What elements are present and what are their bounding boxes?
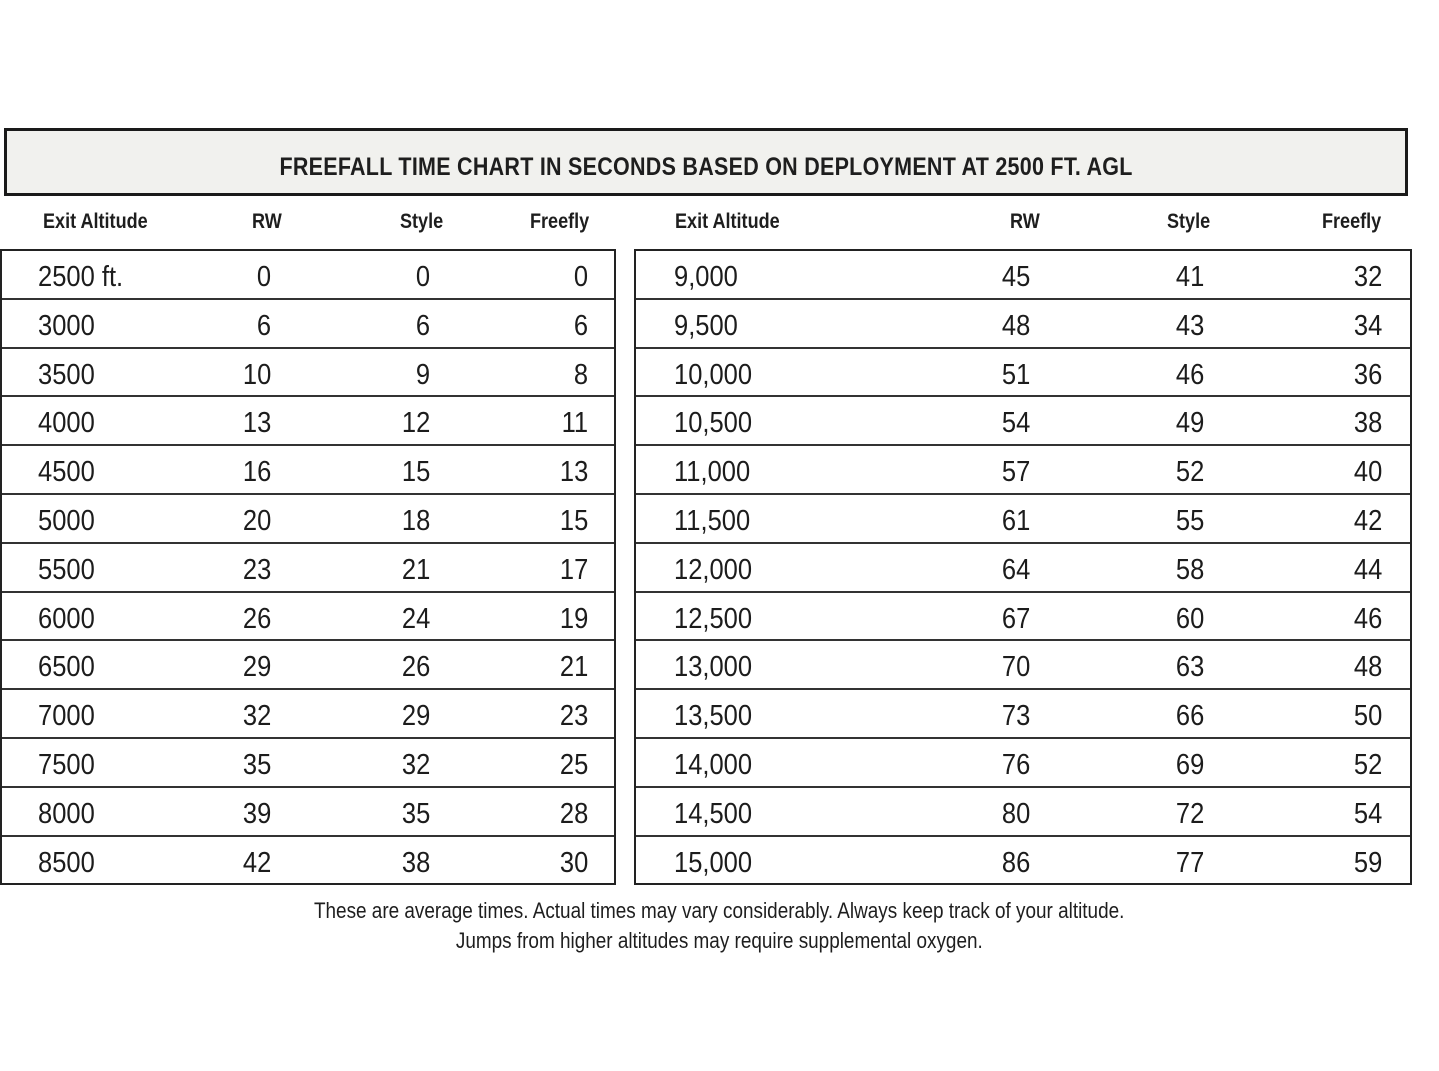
chart-title-box (4, 128, 1408, 196)
cell-freefly: 11 (561, 407, 588, 440)
cell-style: 63 (1175, 651, 1204, 684)
table-row (636, 593, 1410, 642)
cell-altitude: 9,000 (674, 261, 738, 293)
cell-style: 26 (401, 651, 430, 684)
cell-rw: 13 (242, 407, 271, 440)
cell-freefly: 0 (573, 261, 588, 293)
table-row (636, 349, 1410, 398)
cell-style: 21 (401, 553, 430, 586)
table-row (2, 446, 614, 495)
cell-style: 12 (401, 407, 430, 440)
cell-rw: 20 (242, 504, 271, 537)
table-row (2, 593, 614, 642)
cell-rw: 67 (1001, 602, 1030, 635)
left-header-freefly: Freefly (530, 210, 590, 233)
table-row (636, 641, 1410, 690)
cell-rw: 23 (242, 553, 271, 586)
right-header-freefly: Freefly (1322, 210, 1382, 233)
table-row (636, 544, 1410, 593)
table-row (636, 690, 1410, 739)
right-header-rw: RW (1010, 210, 1040, 233)
table-row (2, 739, 614, 788)
cell-rw: 73 (1001, 700, 1030, 733)
cell-freefly: 13 (559, 456, 588, 489)
cell-rw: 61 (1001, 504, 1030, 537)
cell-rw: 45 (1001, 261, 1030, 293)
cell-freefly: 38 (1353, 407, 1382, 440)
table-row (2, 251, 614, 300)
cell-freefly: 19 (559, 602, 588, 635)
cell-freefly: 34 (1353, 309, 1382, 342)
cell-freefly: 46 (1353, 602, 1382, 635)
cell-style: 38 (401, 846, 430, 879)
table-row (2, 788, 614, 837)
table-row (636, 837, 1410, 886)
cell-freefly: 6 (573, 309, 588, 342)
cell-rw: 54 (1001, 407, 1030, 440)
cell-style: 15 (401, 456, 430, 489)
cell-rw: 6 (256, 309, 271, 342)
table-row (636, 300, 1410, 349)
cell-rw: 57 (1001, 456, 1030, 489)
cell-freefly: 17 (559, 553, 588, 586)
cell-freefly: 21 (559, 651, 588, 684)
cell-style: 0 (415, 261, 430, 293)
left-header-style: Style (400, 210, 444, 233)
cell-altitude: 8000 (38, 797, 95, 830)
left-header-rw: RW (252, 210, 282, 233)
footnote-line-1: These are average times. Actual times may vary considerably. Always keep track of your altitude. (314, 898, 1125, 923)
cell-altitude: 15,000 (674, 846, 753, 879)
cell-freefly: 42 (1353, 504, 1382, 537)
cell-style: 60 (1175, 602, 1204, 635)
left-header-exit-altitude: Exit Altitude (43, 210, 148, 233)
cell-altitude: 5500 (38, 553, 95, 586)
cell-altitude: 4500 (38, 456, 95, 489)
table-row (2, 495, 614, 544)
cell-style: 43 (1175, 309, 1204, 342)
cell-altitude: 11,000 (674, 456, 751, 489)
cell-rw: 39 (242, 797, 271, 830)
cell-style: 24 (401, 602, 430, 635)
cell-rw: 48 (1001, 309, 1030, 342)
table-row (2, 300, 614, 349)
cell-style: 77 (1175, 846, 1204, 879)
cell-freefly: 23 (559, 700, 588, 733)
cell-freefly: 30 (559, 846, 588, 879)
cell-altitude: 10,000 (674, 358, 753, 391)
cell-altitude: 3000 (38, 309, 95, 342)
cell-altitude: 10,500 (674, 407, 753, 440)
cell-freefly: 25 (559, 748, 588, 781)
cell-rw: 0 (256, 261, 271, 293)
cell-style: 32 (401, 748, 430, 781)
footnote-average-times (0, 898, 1439, 924)
cell-style: 18 (401, 504, 430, 537)
right-header-exit-altitude: Exit Altitude (675, 210, 780, 233)
cell-rw: 42 (242, 846, 271, 879)
cell-freefly: 50 (1353, 700, 1382, 733)
left-time-table (0, 249, 616, 885)
cell-freefly: 36 (1353, 358, 1382, 391)
cell-style: 52 (1175, 456, 1204, 489)
table-row (2, 837, 614, 886)
cell-altitude: 6000 (38, 602, 95, 635)
cell-freefly: 48 (1353, 651, 1382, 684)
chart-title: FREEFALL TIME CHART IN SECONDS BASED ON DEPLOYMENT AT 2500 FT. AGL (279, 152, 1133, 181)
cell-altitude: 12,000 (674, 553, 753, 586)
cell-rw: 16 (242, 456, 271, 489)
table-row (2, 690, 614, 739)
cell-rw: 32 (242, 700, 271, 733)
table-row (636, 251, 1410, 300)
cell-style: 69 (1175, 748, 1204, 781)
cell-freefly: 52 (1353, 748, 1382, 781)
cell-altitude: 14,000 (674, 748, 753, 781)
cell-altitude: 7500 (38, 748, 95, 781)
cell-style: 35 (401, 797, 430, 830)
cell-freefly: 32 (1353, 261, 1382, 293)
cell-rw: 70 (1001, 651, 1030, 684)
cell-altitude: 8500 (38, 846, 95, 879)
cell-style: 6 (415, 309, 430, 342)
table-row (636, 788, 1410, 837)
cell-freefly: 40 (1353, 456, 1382, 489)
cell-altitude: 11,500 (674, 504, 751, 537)
cell-freefly: 59 (1353, 846, 1382, 879)
cell-rw: 64 (1001, 553, 1030, 586)
cell-rw: 10 (242, 358, 271, 391)
cell-altitude: 5000 (38, 504, 95, 537)
cell-rw: 80 (1001, 797, 1030, 830)
table-row (636, 446, 1410, 495)
cell-rw: 26 (242, 602, 271, 635)
cell-altitude: 4000 (38, 407, 95, 440)
cell-rw: 86 (1001, 846, 1030, 879)
cell-style: 66 (1175, 700, 1204, 733)
cell-altitude: 13,500 (674, 700, 753, 733)
cell-style: 55 (1175, 504, 1204, 537)
table-row (636, 397, 1410, 446)
cell-style: 49 (1175, 407, 1204, 440)
cell-rw: 76 (1001, 748, 1030, 781)
cell-freefly: 54 (1353, 797, 1382, 830)
cell-freefly: 8 (573, 358, 588, 391)
cell-rw: 51 (1001, 358, 1030, 391)
right-time-table (634, 249, 1412, 885)
table-row (2, 397, 614, 446)
table-row (2, 641, 614, 690)
cell-freefly: 44 (1353, 553, 1382, 586)
cell-rw: 35 (242, 748, 271, 781)
cell-altitude: 14,500 (674, 797, 753, 830)
cell-altitude: 13,000 (674, 651, 753, 684)
cell-style: 29 (401, 700, 430, 733)
footnote-oxygen (0, 928, 1439, 954)
cell-altitude: 7000 (38, 700, 95, 733)
right-header-style: Style (1167, 210, 1211, 233)
cell-style: 41 (1175, 261, 1204, 293)
footnote-line-2: Jumps from higher altitudes may require supplemental oxygen. (456, 928, 983, 953)
cell-style: 72 (1175, 797, 1204, 830)
cell-altitude: 9,500 (674, 309, 738, 342)
cell-altitude: 6500 (38, 651, 95, 684)
cell-altitude: 12,500 (674, 602, 753, 635)
table-row (2, 544, 614, 593)
table-row (636, 495, 1410, 544)
cell-freefly: 15 (559, 504, 588, 537)
table-row (2, 349, 614, 398)
cell-altitude: 3500 (38, 358, 95, 391)
cell-rw: 29 (242, 651, 271, 684)
cell-style: 46 (1175, 358, 1204, 391)
cell-freefly: 28 (559, 797, 588, 830)
cell-style: 9 (415, 358, 430, 391)
cell-style: 58 (1175, 553, 1204, 586)
table-row (636, 739, 1410, 788)
cell-altitude: 2500 ft. (38, 261, 124, 293)
